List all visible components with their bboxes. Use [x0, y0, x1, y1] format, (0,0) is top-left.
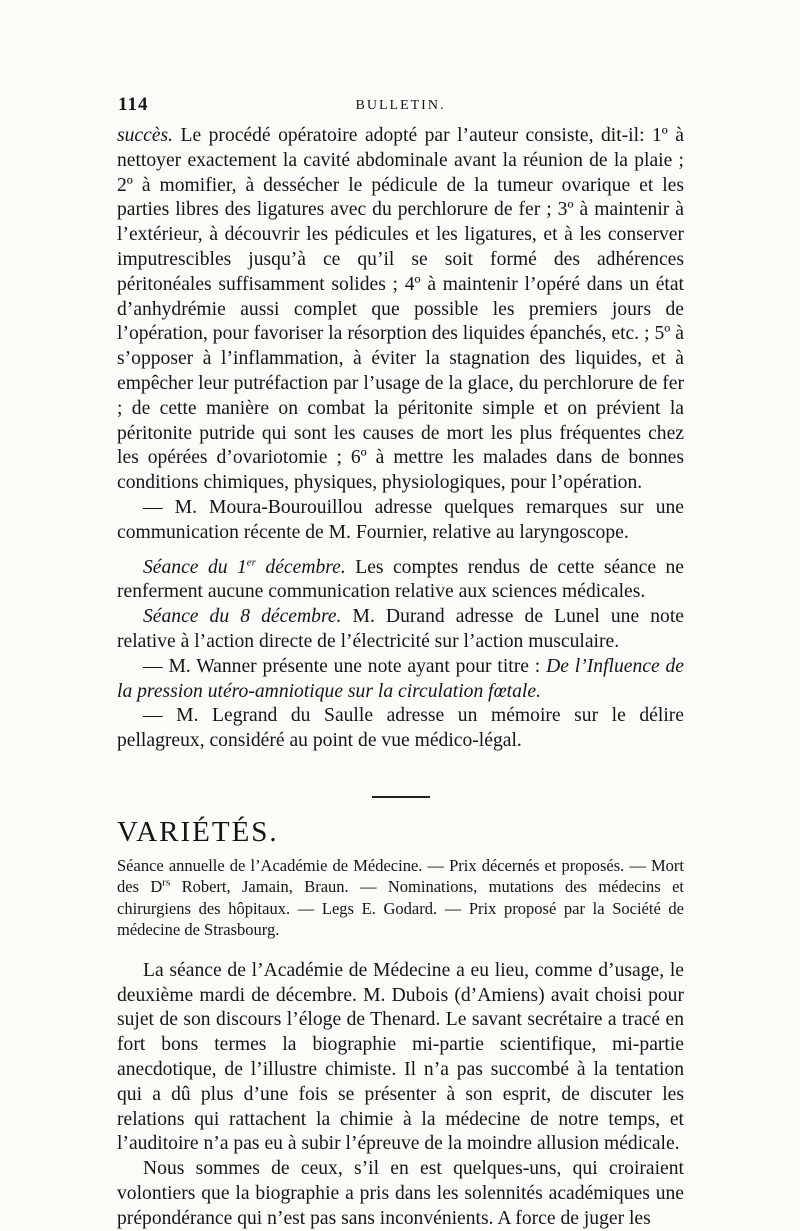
paragraph-lead-word: succès. — [117, 125, 174, 146]
session-text-1: Les comptes rendus de cette séance ne renferment aucune communication relative aux sciences médicales. — [117, 556, 684, 603]
section-summary: Séance annuelle de l’Académie de Médecine. — Prix décernés et proposés. — Mort des $D^{rs}$ Robert, Jamain, Braun. — Nominations, mutations des médecins et chirurgiens des hôpitaux. — Legs E. Godard. — Prix proposé par la Société de médecine de Strasbourg. — [117, 855, 684, 940]
page-header — [118, 94, 683, 118]
page-body — [117, 124, 684, 1231]
paragraph-academie: La séance de l’Académie de Médecine a eu lieu, comme d’usage, le deuxième mardi de décembre. M. Dubois (d’Amiens) avait choisi pour sujet de son discours l’éloge de Thenard. Le savant secrétaire a tracé en fort bons termes la biographie mi-partie scientifique, mi-partie anecdotique, de l’illustre chimiste. Il n’a pas succombé à la tentation qui a dû plus d’une fois se présenter à son esprit, de discuter les relations qui rattachent la chimie à la médecine de notre temps, et l’auditoire n’a pas eu à subir l’épreuve de la moindre allusion médicale. — [117, 959, 684, 1155]
page-number: 114 — [118, 94, 149, 115]
paragraph-wanner-title: De l’Influence de la pression utéro-amniotique sur la circulation fœtale. — [117, 655, 684, 702]
session-date-1: Séance du 1er décembre. — [143, 556, 346, 578]
section-title: VARIÉTÉS. — [117, 815, 279, 848]
paragraph-wanner-text: — M. Wanner présente une note ayant pour titre : — [143, 655, 547, 677]
paragraph-procedure — [117, 124, 684, 496]
paragraph-moura: — M. Moura-Bourouillou adresse quelques remarques sur une communication récente de M. Fournier, relative au laryngoscope. — [117, 496, 684, 543]
running-title: BULLETIN. — [355, 98, 446, 113]
session-december-1 — [117, 556, 684, 606]
paragraph-wanner — [117, 655, 684, 705]
session-december-8 — [117, 605, 684, 655]
paragraph-nous: Nous sommes de ceux, s’il en est quelques-uns, qui croiraient volontiers que la biographie a pris dans les solennités académiques une prépondérance qui n’est pas sans inconvénients. A force de juger les — [117, 1158, 684, 1229]
session-date-8: Séance du 8 décembre. — [143, 606, 342, 628]
paragraph-legrand: — M. Legrand du Saulle adresse un mémoire sur le délire pellagreux, considéré au point de vue médico-légal. — [117, 705, 684, 752]
section-divider — [372, 796, 430, 798]
session-text-8: M. Durand adresse de Lunel une note relative à l’action directe de l’électricité sur l’action musculaire. — [117, 606, 684, 652]
paragraph-procedure-text: Le procédé opératoire adopté par l’auteur consiste, dit-il: 1º à nettoyer exactement la cavité abdominale avant la réunion de la plaie ; 2º à momifier, à dessécher le pédicule de la tumeur ovarique et les parties libres des ligatures avec du perchlorure de fer ; 3º à maintenir à l’extérieur, à découvrir les pédicules et les ligatures, et à les conserver imputrescibles jusqu’à ce qu’il se soit formé des adhérences péritonéales suffisamment solides ; 4º à maintenir l’opéré dans un état d’anhydrémie aussi complet que possible les premiers jours de l’opération, pour favoriser la résorption des liquides épanchés, etc. ; 5º à s’opposer à l’inflammation, à éviter la stagnation des liquides, et à empêcher leur putréfaction par l’usage de la glace, du perchlorure de fer ; de cette manière on combat la péritonite simple et on prévient la péritonite putride qui sont les causes de mort les plus fréquentes chez les opérées d’ovariotomie ; 6º à mettre les malades dans de bonnes conditions chimiques, physiques, physiologiques, pour l’opération. — [117, 125, 684, 494]
